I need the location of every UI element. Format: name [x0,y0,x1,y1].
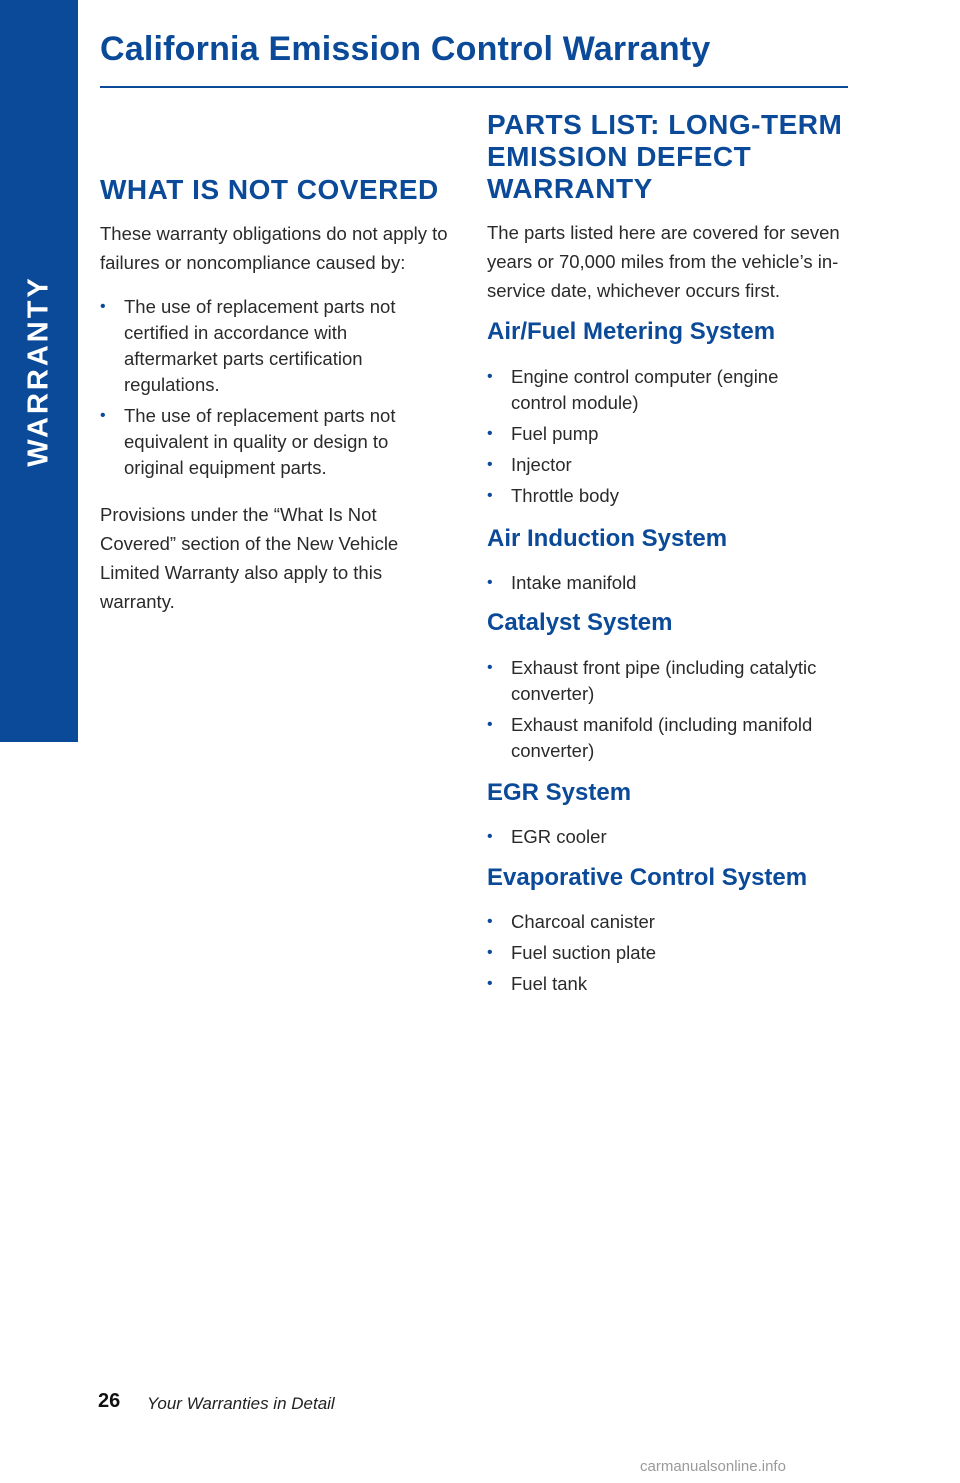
side-tab [0,0,78,742]
list-item: • Charcoal canister [487,909,837,935]
bullet-icon: • [487,975,493,992]
list-item: • Fuel pump [487,421,837,447]
section-list-catalyst [487,655,847,769]
section-title-catalyst: Catalyst System [487,609,673,636]
right-intro: The parts listed here are covered for seven years or 70,000 miles from the vehicle’s in-service date, whichever occurs first. [487,222,840,301]
page-title: California Emission Control Warranty [100,30,711,68]
right-heading: PARTS LIST: LONG-TERM EMISSION DEFECT WARRANTY [487,109,843,204]
left-note: Provisions under the “What Is Not Covered” section of the New Vehicle Limited Warranty also apply to this warranty. [100,504,399,612]
bullet-icon: • [487,659,493,676]
bullet-icon: • [100,298,106,315]
bullet-icon: • [487,456,493,473]
bullet-icon: • [487,716,493,733]
list-item: • Exhaust front pipe (including catalytic converter) [487,657,817,704]
bullet-icon: • [487,368,493,385]
section-title-evaporative: Evaporative Control System [487,864,808,891]
title-divider [100,86,848,88]
list-item: • The use of replacement parts not equivalent in quality or design to original equipment parts. [100,405,396,478]
bullet-icon: • [487,944,493,961]
bullet-icon: • [487,487,493,504]
list-item: • The use of replacement parts not certified in accordance with aftermarket parts certification regulations. [100,296,396,395]
list-item: • Throttle body [487,483,837,509]
list-item: • Engine control computer (engine control module) [487,366,779,413]
section-list-air-fuel [487,364,837,514]
section-title-air-induction: Air Induction System [487,525,728,552]
list-item: • Fuel suction plate [487,940,837,966]
left-heading: WHAT IS NOT COVERED [100,174,439,205]
left-intro: These warranty obligations do not apply to failures or noncompliance caused by: [100,223,448,273]
bullet-icon: • [100,407,106,424]
list-item: • Exhaust manifold (including manifold converter) [487,714,813,761]
list-item: • Injector [487,452,837,478]
bullet-icon: • [487,574,493,591]
left-bullet-list [100,294,440,486]
watermark: carmanualsonline.info [640,1458,786,1475]
list-item: • EGR cooler [487,824,837,850]
footer-text: Your Warranties in Detail [147,1394,335,1413]
side-tab-label: WARRANTY [22,275,55,467]
list-item: • Fuel tank [487,971,837,997]
bullet-icon: • [487,913,493,930]
page-number: 26 [98,1390,121,1412]
section-list-air-induction [487,570,837,601]
section-title-air-fuel: Air/Fuel Metering System [487,318,776,345]
section-title-egr: EGR System [487,779,632,806]
bullet-icon: • [487,425,493,442]
list-item: • Intake manifold [487,570,837,596]
section-list-evaporative [487,909,837,1002]
bullet-icon: • [487,828,493,845]
section-list-egr [487,824,837,855]
